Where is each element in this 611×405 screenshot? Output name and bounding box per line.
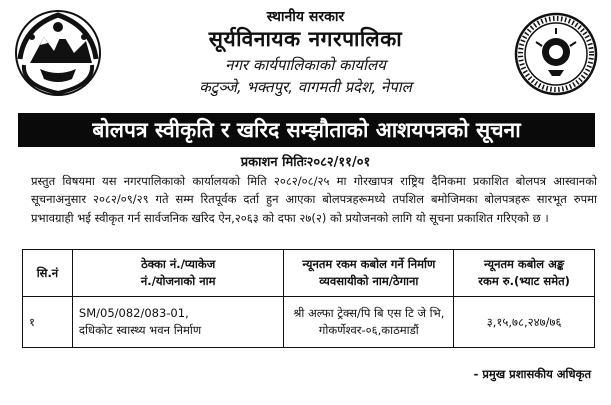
- government-label: स्थानीय सरकार: [266, 9, 345, 25]
- header-sn-label: सि.नं: [36, 265, 59, 280]
- table-header-row: [23, 250, 595, 297]
- header-amount-line1: न्यूनतम कबोल अङ्क: [484, 257, 565, 271]
- header-bidder-line1: न्यूनतम रकम कबोल गर्ने निर्माण: [302, 257, 436, 271]
- cell-bidder: [284, 297, 454, 348]
- cell-package-name: दधिकोट स्वास्थ्य भवन निर्माण: [78, 323, 202, 337]
- signatory-title: - प्रमुख प्रशासकीय अधिकृत: [473, 367, 591, 381]
- table-row: [23, 297, 595, 348]
- header-package-line2: नं./योजनाको नाम: [140, 274, 216, 288]
- cell-package: [72, 297, 284, 348]
- header-amount-line2: रकम रु.(भ्याट समेत): [478, 274, 570, 288]
- notice-title-banner: बोलपत्र स्वीकृति र खरिद सम्झौताको आशयपत्रको सूचना: [18, 113, 595, 147]
- municipality-name: सूर्यविनायक नगरपालिका: [208, 27, 403, 51]
- cell-amount: ३,१५,७८,२४७/७६: [454, 297, 595, 348]
- header-bidder-line2: व्यवसायीको नाम/ठेगाना: [319, 274, 419, 288]
- cell-sn: १: [23, 297, 73, 348]
- header-package: [72, 250, 284, 297]
- header-amount: [454, 250, 595, 297]
- cell-bidder-name: श्री अल्फा ट्रेक्स/पि बि एस टि जे भि,: [293, 306, 445, 320]
- office-address: कटुञ्जे, भक्तपुर, वागमती प्रदेश, नेपाल: [199, 78, 412, 96]
- cell-package-code: SM/05/082/083-01,: [78, 306, 189, 320]
- notice-body: प्रस्तुत विषयमा यस नगरपालिकाको कार्यालयको मिति २०८२/०८/२५ मा गोरखापत्र राष्ट्रिय दैनिकमा प्रकाशित बोलपत्र आस्वानको सूचनाअनुसार २०८२/०९/२९ गते सम्म रितपूर्वक दर्ता हुन आएका बोलपत्रहरूमध्ये तपशिल बमोजिमका बोलपत्रहरू सारभूत रुपमा प्रभावग्राही भई स्वीकृत गर्न सार्वजनिक खरिद ऐन,२०६३ को दफा २७(२) को प्रयोजनको लागि यो सूचना प्रकाशित गरिएको छ ।: [31, 174, 597, 225]
- header-package-line1: ठेक्का नं./प्याकेज: [141, 257, 216, 271]
- header-sn: [23, 250, 73, 297]
- publication-date: प्रकाशन मितिः२०८२/११/०१: [240, 155, 371, 170]
- cell-bidder-address: गोकर्णेश्वर-०६,काठमाडौं: [318, 323, 419, 337]
- bid-table: [22, 249, 595, 348]
- office-name: नगर कार्यपालिकाको कार्यालय: [225, 56, 386, 74]
- header-bidder: [284, 250, 454, 297]
